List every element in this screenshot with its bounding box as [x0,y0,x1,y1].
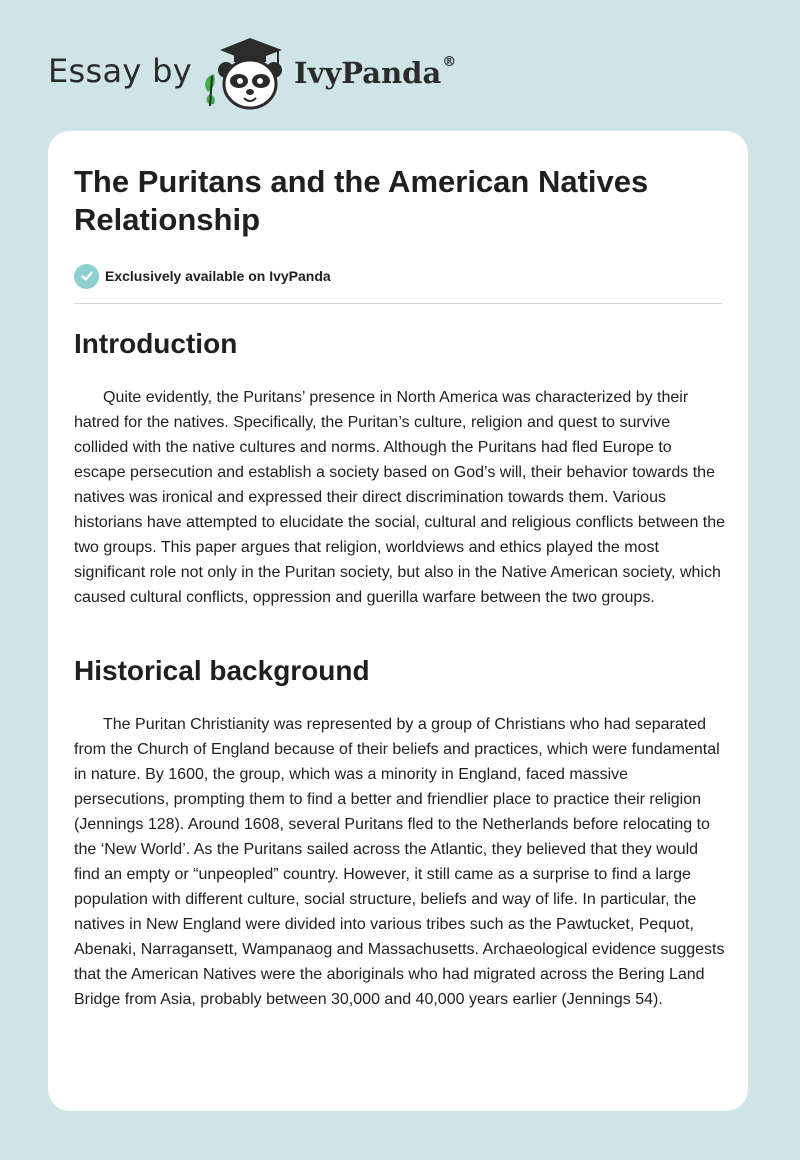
panda-graduate-logo-icon[interactable] [200,36,292,112]
essay-by-label: Essay by [48,52,192,90]
essay-title: The Puritans and the American Natives Relationship [74,164,649,237]
section-heading-introduction: Introduction [74,328,238,359]
essay-card [48,131,748,1111]
section-heading-historical-background: Historical background [74,655,370,686]
site-header [0,0,800,130]
exclusive-label: Exclusively available on IvyPanda [105,268,331,284]
section-paragraph-historical-background: The Puritan Christianity was represented by a group of Christians who had separated from the Church of England because of their beliefs and practices, which were fundamental in nature. By 1600, the group, which was a minority in England, faced massive persecutions, prompting them to find a better and friendlier place to practice their religion (Jennings 128). Around 1608, several Puritans fled to the Netherlands before relocating to the ‘New World’. As the Puritans sailed across the Atlantic, they believed that they would find an empty or “unpeopled” country. However, it still came as a surprise to find a large population with different culture, social structure, beliefs and way of life. In particular, the natives in New England were divided into various tribes such as the Pawtucket, Pequot, Abenaki, Narragansett, Wampanaog and Massachusetts. Archaeological evidence suggests that the American Natives were the aboriginals who had migrated across the Bering Land Bridge from Asia, probably between 30,000 and 40,000 years earlier (Jennings 54). [74,716,725,1008]
brand-name[interactable]: IvyPanda® [294,54,457,90]
section-paragraph-introduction: Quite evidently, the Puritans’ presence in North America was characterized by their hatred for the natives. Specifically, the Puritan’s culture, religion and quest to survive collided with the native cultures and norms. Although the Puritans had fled Europe to escape persecution and establish a society based on God’s will, their behavior towards the natives was ironical and expressed their direct discrimination towards them. Various historians have attempted to elucidate the social, cultural and religious conflicts between the two groups. This paper argues that religion, worldviews and ethics played the most significant role not only in the Puritan society, but also in the Native American society, which caused cultural conflicts, oppression and guerilla warfare between the two groups. [74,389,726,606]
check-icon [74,264,99,289]
exclusive-badge [74,263,331,289]
divider [74,303,722,304]
leaf-icon [205,74,215,106]
